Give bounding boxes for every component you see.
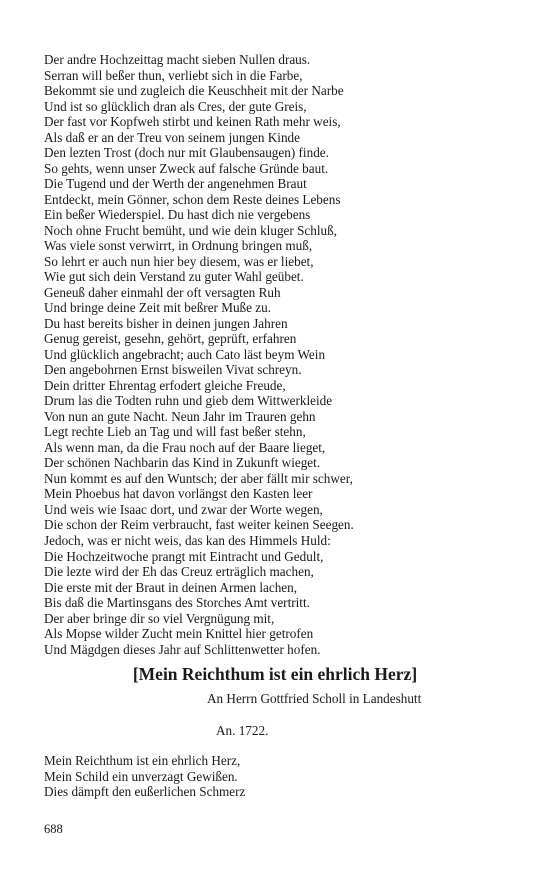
verse-line: Dies dämpft den eußerlichen Schmerz <box>44 784 246 800</box>
verse-line: Und ist so glücklich dran als Cres, der gute Greis, <box>44 98 307 114</box>
verse-line: So lehrt er auch nun hier bey diesem, was er liebet, <box>44 253 314 269</box>
verse-line: Den angebohrnen Ernst bisweilen Vivat schreyn. <box>44 362 302 378</box>
verse-line: Nun kommt es auf den Wuntsch; der aber fällt mir schwer, <box>44 470 353 486</box>
verse-line: Serran will beßer thun, verliebt sich in die Farbe, <box>44 67 303 83</box>
verse-line: Als Mopse wilder Zucht mein Knittel hier getrofen <box>44 626 314 642</box>
verse-line: Noch ohne Frucht bemüht, und wie dein kluger Schluß, <box>44 222 338 238</box>
verse-line: Legt rechte Lieb an Tag und will fast beßer stehn, <box>44 424 306 440</box>
verse-line: Drum las die Todten ruhn und gieb dem Wittwerkleide <box>44 393 333 409</box>
verse-line: Die schon der Reim verbraucht, fast weiter keinen Seegen. <box>44 517 354 533</box>
verse-line: Bis daß die Martinsgans des Storches Amt vertritt. <box>44 595 310 611</box>
page-number: 688 <box>44 822 63 836</box>
poem-opening <box>44 753 524 800</box>
verse-line: Bekommt sie und zugleich die Keuschheit mit der Narbe <box>44 83 344 99</box>
verse-line: Was viele sonst verwirrt, in Ordnung bringen muß, <box>44 238 313 254</box>
verse-line: Geneuß daher einmahl der oft versagten Ruh <box>44 284 281 300</box>
verse-line: Von nun an gute Nacht. Neun Jahr im Trauren gehn <box>44 408 316 424</box>
verse-line: Dein dritter Ehrentag erfodert gleiche Freude, <box>44 377 286 393</box>
verse-line: Die erste mit der Braut in deinen Armen lachen, <box>44 579 298 595</box>
verse-line: Wie gut sich dein Verstand zu guter Wahl geübet. <box>44 269 304 285</box>
poem-dedication: An Herrn Gottfried Scholl in Landeshutt <box>207 691 422 706</box>
verse-line: Die Hochzeitwoche prangt mit Eintracht und Gedult, <box>44 548 324 564</box>
verse-line: Mein Reichthum ist ein ehrlich Herz, <box>44 753 241 768</box>
verse-line: Mein Phoebus hat davon vorlängst den Kasten leer <box>44 486 313 502</box>
verse-line: Der fast vor Kopfweh stirbt und keinen Rath mehr weis, <box>44 114 341 130</box>
verse-line: Als wenn man, da die Frau noch auf der Baare lieget, <box>44 439 326 455</box>
verse-line: Und bringe deine Zeit mit beßrer Muße zu. <box>44 300 272 316</box>
verse-line: Ein beßer Wiederspiel. Du hast dich nie vergebens <box>44 207 311 223</box>
verse-line: Der andre Hochzeittag macht sieben Nullen draus. <box>44 52 311 67</box>
verse-line: Die lezte wird der Eh das Creuz erträglich machen, <box>44 564 314 580</box>
verse-line: Und Mägdgen dieses Jahr auf Schlittenwetter hofen. <box>44 641 321 657</box>
verse-line: Der aber bringe dir so viel Vergnügung mit, <box>44 610 275 626</box>
verse-line: Genug gereist, gesehn, gehört, geprüft, erfahren <box>44 331 297 347</box>
poem-year: An. 1722. <box>216 723 269 738</box>
poem-continuation <box>44 52 524 657</box>
verse-line: Mein Schild ein unverzagt Gewißen. <box>44 768 238 784</box>
verse-line: Und weis wie Isaac dort, und zwar der Worte wegen, <box>44 501 323 517</box>
verse-line: Entdeckt, mein Gönner, schon dem Reste deines Lebens <box>44 191 341 207</box>
verse-line: Den lezten Trost (doch nur mit Glaubensaugen) finde. <box>44 145 329 161</box>
verse-line: Der schönen Nachbarin das Kind in Zukunft wieget. <box>44 455 321 471</box>
verse-line: Jedoch, was er nicht weis, das kan des Himmels Huld: <box>44 532 331 548</box>
verse-line: Die Tugend und der Werth der angenehmen Braut <box>44 176 307 192</box>
verse-line: Du hast bereits bisher in deinen jungen Jahren <box>44 315 288 331</box>
verse-line: Und glücklich angebracht; auch Cato läst beym Wein <box>44 346 326 362</box>
poem-title: [Mein Reichthum ist ein ehrlich Herz] <box>132 664 418 684</box>
verse-line: So gehts, wenn unser Zweck auf falsche Gründe baut. <box>44 160 329 176</box>
verse-line: Als daß er an der Treu von seinem jungen Kinde <box>44 129 301 145</box>
